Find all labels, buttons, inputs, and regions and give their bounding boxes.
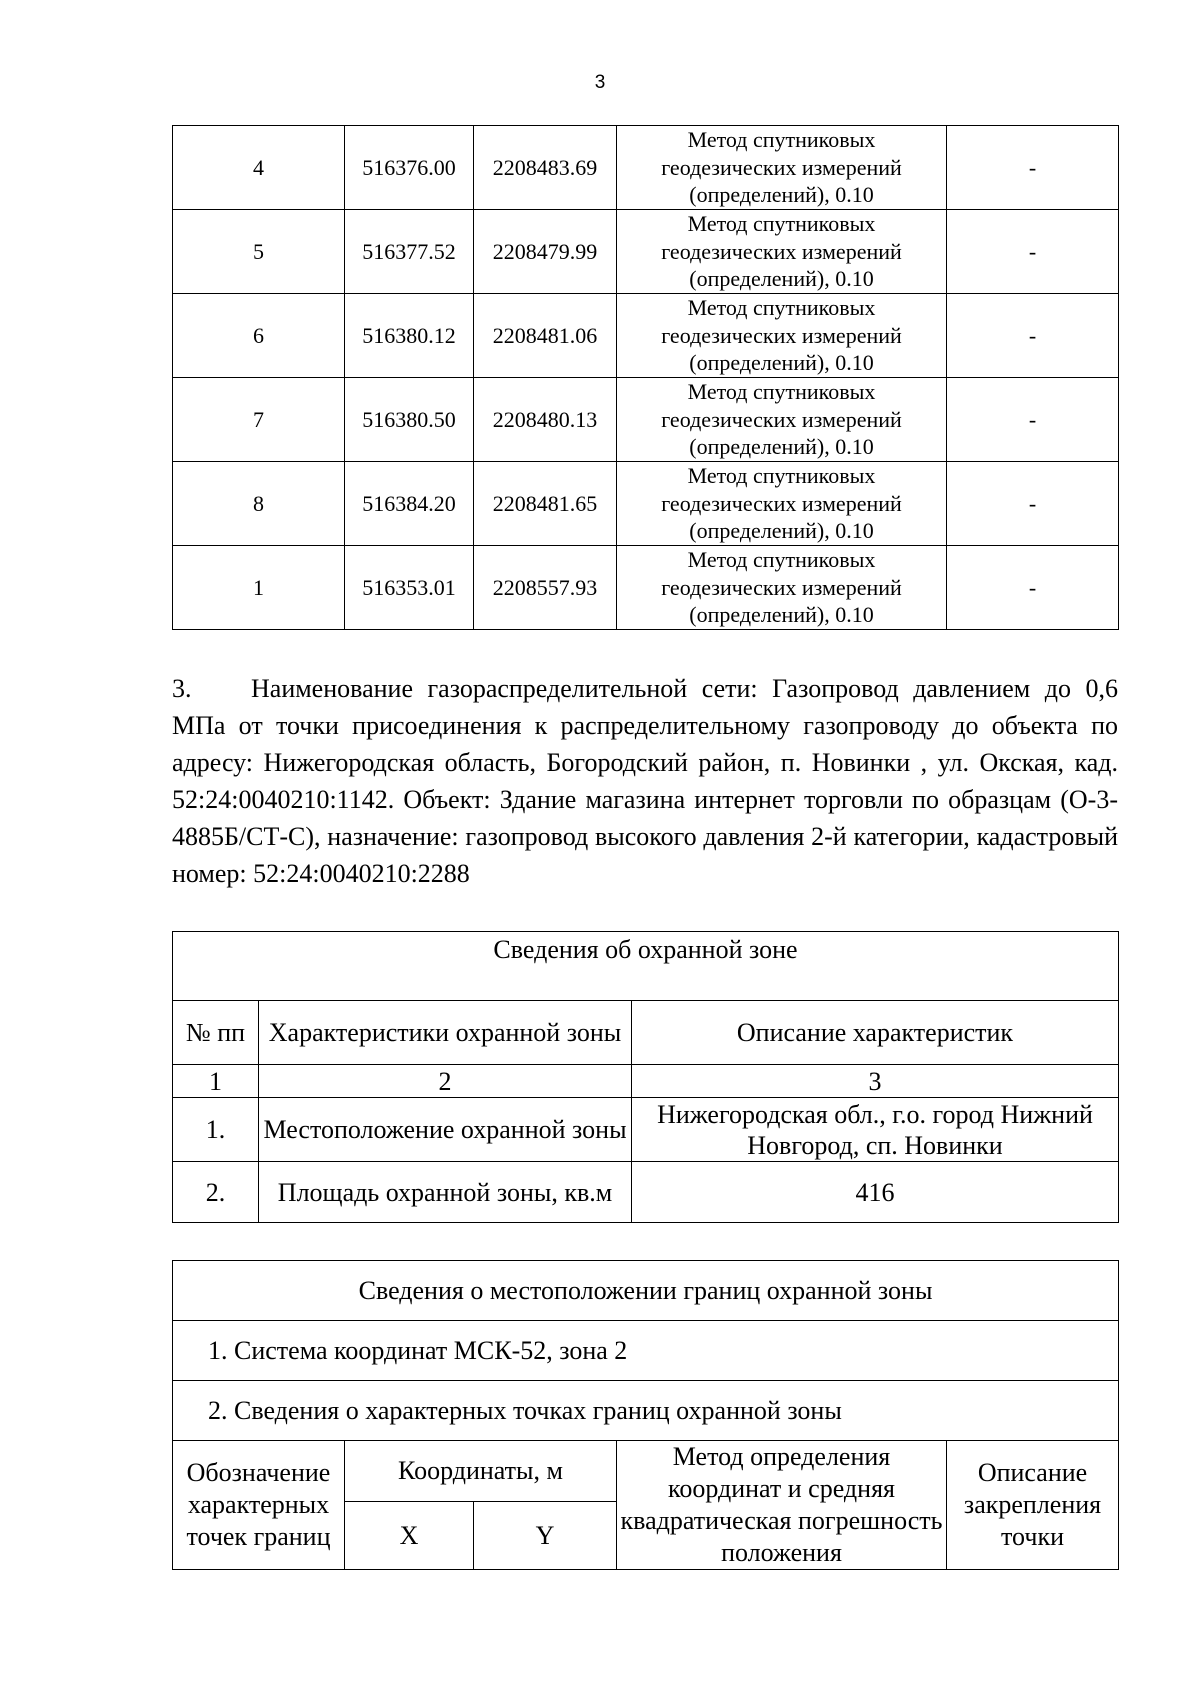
row-name: Местоположение охранной зоны: [259, 1098, 632, 1162]
table-row: [173, 546, 1119, 630]
index-cell: 2: [259, 1065, 632, 1098]
page-number: 3: [594, 72, 606, 93]
point-cell: 6: [173, 294, 345, 378]
method-cell: [617, 210, 947, 294]
table-row: [173, 294, 1119, 378]
table-row: [173, 462, 1119, 546]
method-line: (определений), 0.10: [689, 518, 874, 544]
method-line: Метод спутниковых: [687, 211, 876, 237]
header-description: Описание характеристик: [632, 1001, 1119, 1065]
header-point-designation: Обозначение характерных точек границ: [173, 1441, 345, 1570]
method-line: геодезических измерений: [661, 238, 902, 264]
point-cell: 1: [173, 546, 345, 630]
method-cell: [617, 378, 947, 462]
method-line: Метод спутниковых: [687, 547, 876, 573]
y-cell: 2208557.93: [474, 546, 617, 630]
method-line: (определений), 0.10: [689, 182, 874, 208]
points-info-item: 2. Сведения о характерных точках границ охранной зоны: [173, 1381, 1119, 1441]
header-fixing: Описание закрепления точки: [947, 1441, 1119, 1570]
boundary-table: [172, 1260, 1119, 1570]
row-number: 1.: [173, 1098, 259, 1162]
point-cell: 8: [173, 462, 345, 546]
zone-table-caption: Сведения об охранной зоне: [173, 932, 1119, 1001]
x-cell: 516376.00: [345, 126, 474, 210]
method-cell: [617, 546, 947, 630]
y-cell: 2208483.69: [474, 126, 617, 210]
method-cell: [617, 462, 947, 546]
y-cell: 2208479.99: [474, 210, 617, 294]
header-number: № пп: [173, 1001, 259, 1065]
point-cell: 7: [173, 378, 345, 462]
table-row: [173, 1162, 1119, 1223]
y-cell: 2208480.13: [474, 378, 617, 462]
table-row: [173, 1098, 1119, 1162]
protection-zone-table: [172, 931, 1119, 1223]
x-cell: 516353.01: [345, 546, 474, 630]
point-cell: 5: [173, 210, 345, 294]
header-y: Y: [474, 1502, 617, 1570]
header-characteristics: Характеристики охранной зоны: [259, 1001, 632, 1065]
method-line: Метод спутниковых: [687, 379, 876, 405]
method-line: геодезических измерений: [661, 406, 902, 432]
fixing-cell: -: [947, 210, 1119, 294]
method-cell: [617, 126, 947, 210]
method-line: (определений), 0.10: [689, 602, 874, 628]
fixing-cell: -: [947, 378, 1119, 462]
x-cell: 516380.12: [345, 294, 474, 378]
boundary-table-caption: Сведения о местоположении границ охранной зоны: [173, 1261, 1119, 1321]
x-cell: 516384.20: [345, 462, 474, 546]
index-cell: 3: [632, 1065, 1119, 1098]
method-line: Метод спутниковых: [687, 295, 876, 321]
table-row: [173, 378, 1119, 462]
fixing-cell: -: [947, 294, 1119, 378]
row-value: 416: [632, 1162, 1119, 1223]
table-row: [173, 126, 1119, 210]
table-row: [173, 210, 1119, 294]
section-paragraph: [172, 670, 1118, 892]
paragraph-text: Наименование газораспределительной сети: Газопровод давлением до 0,6 МПа от точки присоединения к распределительному газопроводу до объекта по адресу: Нижегородская область, Богородский район, п. Новинки , ул. Окская, кад. 52:24:0040210:1142. Объект: Здание магазина интернет торговли по образцам (О-3-4885Б/СТ-С), назначение: газопровод высокого давления 2-й категории, кадастровый номер: 52:24:0040210:2288: [172, 674, 1118, 888]
point-cell: 4: [173, 126, 345, 210]
header-x: X: [345, 1502, 474, 1570]
fixing-cell: -: [947, 546, 1119, 630]
fixing-cell: -: [947, 462, 1119, 546]
method-line: геодезических измерений: [661, 490, 902, 516]
paragraph-number: 3.: [172, 674, 192, 703]
coordinates-table: [172, 125, 1119, 630]
fixing-cell: -: [947, 126, 1119, 210]
x-cell: 516377.52: [345, 210, 474, 294]
x-cell: 516380.50: [345, 378, 474, 462]
header-coordinates: Координаты, м: [345, 1441, 617, 1502]
method-line: (определений), 0.10: [689, 266, 874, 292]
method-line: геодезических измерений: [661, 322, 902, 348]
coordinate-system-item: 1. Система координат МСК-52, зона 2: [173, 1321, 1119, 1381]
method-line: (определений), 0.10: [689, 434, 874, 460]
row-number: 2.: [173, 1162, 259, 1223]
method-cell: [617, 294, 947, 378]
method-line: Метод спутниковых: [687, 463, 876, 489]
method-line: геодезических измерений: [661, 574, 902, 600]
row-value: Нижегородская обл., г.о. город Нижний Новгород, сп. Новинки: [632, 1098, 1119, 1162]
method-line: (определений), 0.10: [689, 350, 874, 376]
method-line: геодезических измерений: [661, 154, 902, 180]
row-name: Площадь охранной зоны, кв.м: [259, 1162, 632, 1223]
method-line: Метод спутниковых: [687, 127, 876, 153]
y-cell: 2208481.65: [474, 462, 617, 546]
y-cell: 2208481.06: [474, 294, 617, 378]
index-cell: 1: [173, 1065, 259, 1098]
header-method: Метод определения координат и средняя квадратическая погрешность положения: [617, 1441, 947, 1570]
